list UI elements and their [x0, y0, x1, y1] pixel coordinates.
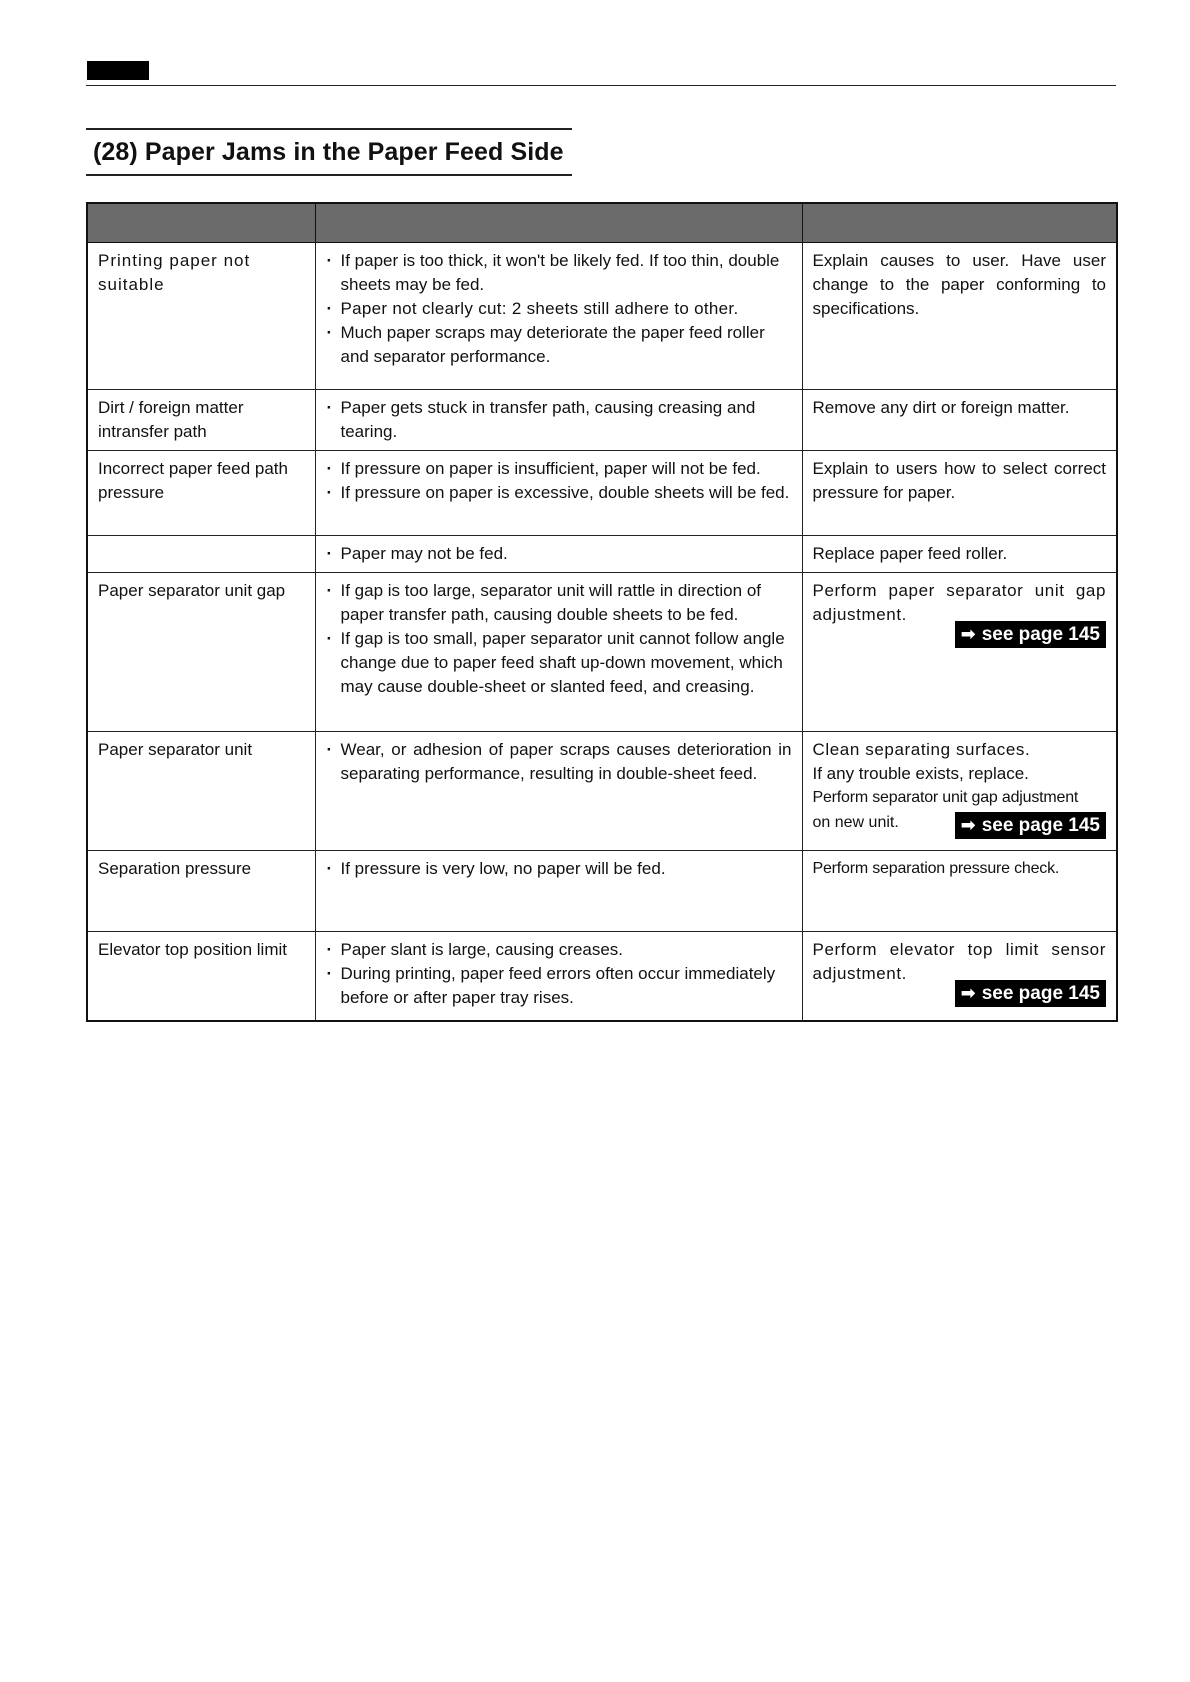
- table-header-row: [87, 203, 1117, 243]
- right-arrow-icon: ➡: [960, 983, 976, 1003]
- detail-item: · Paper may not be fed.: [326, 542, 792, 566]
- cause-text: Separation pressure: [98, 859, 252, 878]
- cause-cell: [87, 536, 315, 573]
- detail-item: · If pressure on paper is insufficient, paper will not be fed.: [326, 457, 792, 481]
- detail-item: · If pressure is very low, no paper will be fed.: [326, 857, 792, 881]
- table-row: [87, 851, 1117, 932]
- remedy-text: Perform paper separator unit gap adjustment.: [812, 581, 1106, 624]
- remedy-line: Clean separating surfaces.: [812, 740, 1031, 759]
- details-cell: [315, 451, 802, 536]
- see-page-reference[interactable]: [955, 621, 1106, 648]
- remedy-text: Perform separation pressure check.: [812, 860, 1060, 877]
- remedy-line: on new unit.: [812, 814, 899, 831]
- table-row: [87, 932, 1117, 1022]
- header-remedy-cell: [802, 203, 1117, 243]
- remedy-cell: [802, 732, 1117, 851]
- cause-cell: [87, 932, 315, 1022]
- table-row: [87, 573, 1117, 732]
- section-title: (28) Paper Jams in the Paper Feed Side: [93, 138, 564, 166]
- see-page-reference[interactable]: [955, 980, 1106, 1007]
- table-row: [87, 732, 1117, 851]
- remedy-text: Remove any dirt or foreign matter.: [812, 398, 1070, 417]
- cause-text: Paper separator unit: [98, 740, 253, 759]
- remedy-cell: [802, 851, 1117, 932]
- remedy-cell: [802, 932, 1117, 1022]
- remedy-line: If any trouble exists, replace.: [812, 764, 1029, 783]
- section-heading: [86, 128, 572, 176]
- cause-cell: [87, 851, 315, 932]
- cause-text: Dirt / foreign matter intransfer path: [98, 398, 244, 441]
- reference-label: see page 145: [981, 624, 1100, 645]
- details-cell: [315, 536, 802, 573]
- detail-item: · Paper not clearly cut: 2 sheets still adhere to other.: [326, 297, 792, 321]
- table-row: [87, 390, 1117, 451]
- right-arrow-icon: ➡: [960, 815, 976, 835]
- reference-label: see page 145: [981, 983, 1100, 1004]
- remedy-text: Explain to users how to select correct pressure for paper.: [812, 459, 1106, 502]
- table-row: [87, 451, 1117, 536]
- detail-item: · During printing, paper feed errors often occur immediately before or after paper tray rises.: [326, 962, 792, 1010]
- details-cell: [315, 573, 802, 732]
- cause-cell: [87, 390, 315, 451]
- cause-text: Paper separator unit gap: [98, 581, 286, 600]
- cause-cell: [87, 732, 315, 851]
- table-row: [87, 536, 1117, 573]
- details-cell: [315, 243, 802, 390]
- cause-cell: [87, 451, 315, 536]
- right-arrow-icon: ➡: [960, 624, 976, 644]
- cause-cell: [87, 573, 315, 732]
- remedy-cell: [802, 451, 1117, 536]
- remedy-text: Explain causes to user. Have user change to the paper conforming to specifications.: [812, 251, 1106, 318]
- detail-item: · Wear, or adhesion of paper scraps causes deterioration in separating performance, resulting in double-sheet feed.: [326, 738, 792, 786]
- details-cell: [315, 390, 802, 451]
- cause-cell: [87, 243, 315, 390]
- remedy-cell: [802, 573, 1117, 732]
- detail-item: · Paper slant is large, causing creases.: [326, 938, 792, 962]
- remedy-line: Perform separator unit gap adjustment: [812, 789, 1079, 806]
- troubleshooting-table: [86, 202, 1118, 1022]
- cause-text: Elevator top position limit: [98, 940, 287, 959]
- remedy-cell: [802, 243, 1117, 390]
- detail-item: · If gap is too large, separator unit will rattle in direction of paper transfer path, causing double sheets to be fed.: [326, 579, 792, 627]
- header-cause-cell: [87, 203, 315, 243]
- details-cell: [315, 851, 802, 932]
- details-cell: [315, 732, 802, 851]
- header-details-cell: [315, 203, 802, 243]
- remedy-text: Replace paper feed roller.: [812, 544, 1008, 563]
- cause-text: Printing paper not suitable: [98, 251, 251, 294]
- table-row: [87, 243, 1117, 390]
- remedy-cell: [802, 390, 1117, 451]
- detail-item: · If gap is too small, paper separator unit cannot follow angle change due to paper feed shaft up-down movement, which may cause double-sheet or slanted feed, and creasing.: [326, 627, 792, 699]
- detail-item: · If pressure on paper is excessive, double sheets will be fed.: [326, 481, 792, 505]
- remedy-text: Perform elevator top limit sensor adjustment.: [812, 940, 1106, 983]
- details-cell: [315, 932, 802, 1022]
- reference-label: see page 145: [981, 815, 1100, 836]
- detail-item: · Much paper scraps may deteriorate the paper feed roller and separator performance.: [326, 321, 792, 369]
- detail-item: · If paper is too thick, it won't be likely fed. If too thin, double sheets may be fed.: [326, 249, 792, 297]
- page-number-tab: [87, 61, 149, 80]
- detail-item: · Paper gets stuck in transfer path, causing creasing and tearing.: [326, 396, 792, 444]
- header-rule: [86, 85, 1116, 86]
- remedy-cell: [802, 536, 1117, 573]
- see-page-reference[interactable]: [955, 812, 1106, 839]
- cause-text: Incorrect paper feed path pressure: [98, 459, 288, 502]
